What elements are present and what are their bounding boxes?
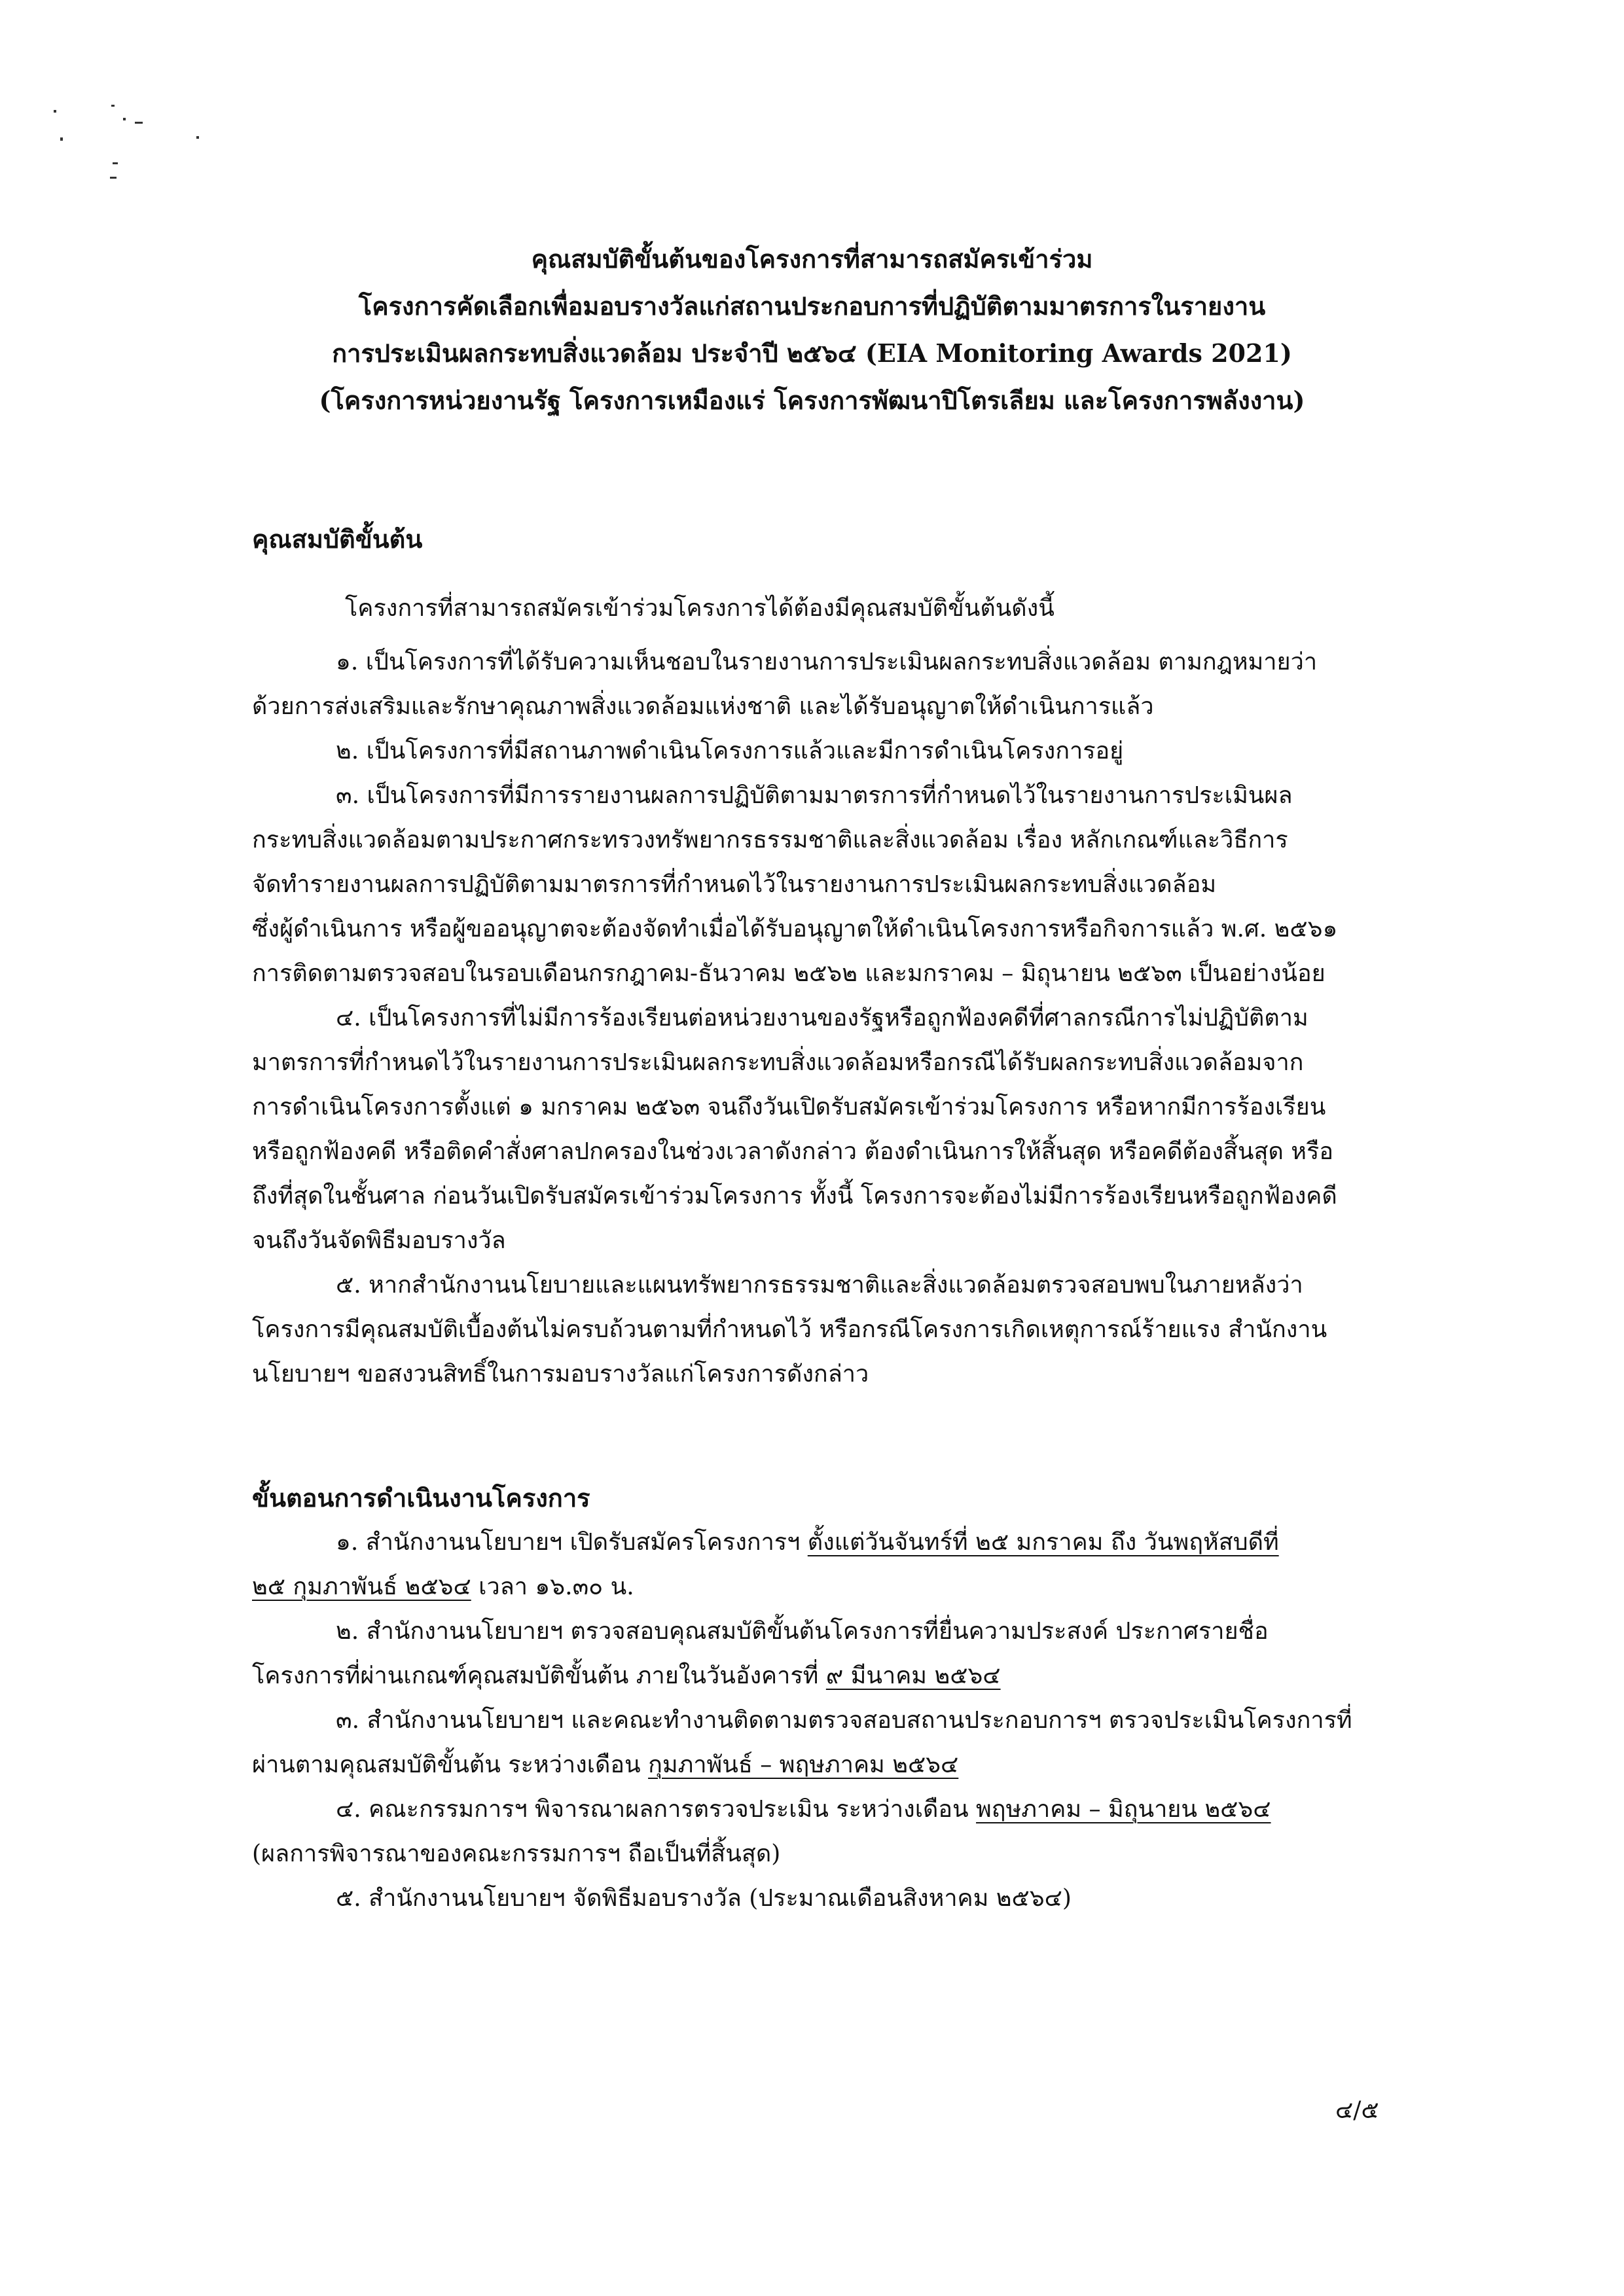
procedure-4-text: ๔. คณะกรรมการฯ พิจารณาผลการตรวจประเมิน ระหว่างเดือน xyxy=(336,1796,977,1823)
qualification-item-3 xyxy=(252,774,1388,996)
header-line-4: (โครงการหน่วยงานรัฐ โครงการเหมืองแร่ โครงการพัฒนาปิโตรเลียม และโครงการพลังงาน) xyxy=(319,386,1305,415)
qualification-1-line-1: ๑. เป็นโครงการที่ได้รับความเห็นชอบในรายงานการประเมินผลกระทบสิ่งแวดล้อม ตามกฎหมายว่า xyxy=(336,649,1318,675)
qualification-item-5 xyxy=(252,1263,1388,1397)
qualification-3-line-3: จัดทำรายงานผลการปฏิบัติตามมาตรการที่กำหนดไว้ในรายงานการประเมินผลกระทบสิ่งแวดล้อม xyxy=(252,871,1217,898)
qualification-3-line-4: ซึ่งผู้ดำเนินการ หรือผู้ขออนุญาตจะต้องจัดทำเมื่อได้รับอนุญาตให้ดำเนินโครงการหรือกิจการแล้ว พ.ศ. ๒๕๖๑ xyxy=(252,916,1338,942)
procedure-item-2 xyxy=(252,1609,1388,1698)
page-number: ๔/๕ xyxy=(1335,2097,1379,2124)
qualification-item-2 xyxy=(252,729,1388,774)
qualification-4-line-4: หรือถูกฟ้องคดี หรือติดคำสั่งศาลปกครองในช่วงเวลาดังกล่าว ต้องดำเนินการให้สิ้นสุด หรือคดีต้องสิ้นสุด หรือ xyxy=(252,1138,1333,1165)
qualification-item-1 xyxy=(252,640,1388,729)
qualification-4-line-3: การดำเนินโครงการตั้งแต่ ๑ มกราคม ๒๕๖๓ จนถึงวันเปิดรับสมัครเข้าร่วมโครงการ หรือหากมีการร้องเรียน xyxy=(252,1094,1326,1121)
qualification-3-line-5: การติดตามตรวจสอบในรอบเดือนกรกฎาคม-ธันวาคม ๒๕๖๒ และมกราคม – มิถุนายน ๒๕๖๓ เป็นอย่างน้อย xyxy=(252,960,1326,987)
header-line-1: คุณสมบัติขั้นต้นของโครงการที่สามารถสมัครเข้าร่วม xyxy=(531,244,1093,274)
qualification-1-line-2: ด้วยการส่งเสริมและรักษาคุณภาพสิ่งแวดล้อมแห่งชาติ และได้รับอนุญาตให้ดำเนินการแล้ว xyxy=(252,693,1154,720)
procedure-1-line-2 xyxy=(252,1565,1388,1609)
procedure-3-text: ผ่านตามคุณสมบัติขั้นต้น ระหว่างเดือน xyxy=(252,1751,649,1778)
procedure-3-line-1: ๓. สำนักงานนโยบายฯ และคณะทำงานติดตามตรวจสอบสถานประกอบการฯ ตรวจประเมินโครงการที่ xyxy=(336,1707,1352,1734)
procedure-item-4 xyxy=(252,1787,1388,1876)
qualification-item-4 xyxy=(252,996,1388,1263)
qualifications-heading: คุณสมบัติขั้นต้น xyxy=(252,524,423,554)
qualifications-section xyxy=(252,517,1388,1397)
procedure-1-line-1 xyxy=(252,1520,1388,1565)
qualification-3-line-2: กระทบสิ่งแวดล้อมตามประกาศกระทรวงทรัพยากรธรรมชาติและสิ่งแวดล้อม เรื่อง หลักเกณฑ์และวิธีการ xyxy=(252,827,1288,853)
qualification-5-line-2: โครงการมีคุณสมบัติเบื้องต้นไม่ครบถ้วนตามที่กำหนดไว้ หรือกรณีโครงการเกิดเหตุการณ์ร้ายแรง สำนักงาน xyxy=(252,1316,1327,1343)
procedure-item-1 xyxy=(252,1520,1388,1609)
procedure-1-date-start: ตั้งแต่วันจันทร์ที่ ๒๕ มกราคม ถึง วันพฤหัสบดีที่ xyxy=(807,1529,1279,1556)
procedure-3-line-2 xyxy=(252,1743,1388,1787)
qualifications-intro: โครงการที่สามารถสมัครเข้าร่วมโครงการได้ต้องมีคุณสมบัติขั้นต้นดังนี้ xyxy=(345,595,1055,622)
procedure-2-line-2 xyxy=(252,1654,1388,1698)
procedure-4-date: พฤษภาคม – มิถุนายน ๒๕๖๔ xyxy=(976,1796,1271,1823)
procedure-2-line-1: ๒. สำนักงานนโยบายฯ ตรวจสอบคุณสมบัติขั้นต้นโครงการที่ยื่นความประสงค์ ประกาศรายชื่อ xyxy=(336,1618,1269,1645)
qualification-4-line-5: ถึงที่สุดในชั้นศาล ก่อนวันเปิดรับสมัครเข้าร่วมโครงการ ทั้งนี้ โครงการจะต้องไม่มีการร้องเรียนหรือถูกฟ้องคดี xyxy=(252,1183,1337,1210)
procedure-item-3 xyxy=(252,1698,1388,1787)
procedure-4-line-2: (ผลการพิจารณาของคณะกรรมการฯ ถือเป็นที่สิ้นสุด) xyxy=(252,1840,781,1867)
qualification-4-line-2: มาตรการที่กำหนดไว้ในรายงานการประเมินผลกระทบสิ่งแวดล้อมหรือกรณีได้รับผลกระทบสิ่งแวดล้อมจาก xyxy=(252,1049,1304,1076)
header-line-2: โครงการคัดเลือกเพื่อมอบรางวัลแก่สถานประกอบการที่ปฏิบัติตามมาตรการในรายงาน xyxy=(358,291,1266,321)
document-header xyxy=(249,236,1375,424)
qualification-4-line-6: จนถึงวันจัดพิธีมอบรางวัล xyxy=(252,1227,506,1254)
procedure-1-time: เวลา ๑๖.๓๐ น. xyxy=(471,1573,634,1600)
qualification-3-line-1: ๓. เป็นโครงการที่มีการรายงานผลการปฏิบัติตามมาตรการที่กำหนดไว้ในรายงานการประเมินผล xyxy=(336,782,1293,809)
procedures-heading: ขั้นตอนการดำเนินงานโครงการ xyxy=(252,1483,590,1513)
qualification-4-line-1: ๔. เป็นโครงการที่ไม่มีการร้องเรียนต่อหน่วยงานของรัฐหรือถูกฟ้องคดีที่ศาลกรณีการไม่ปฏิบัติตาม xyxy=(336,1005,1308,1031)
procedure-2-date: ๙ มีนาคม ๒๕๖๔ xyxy=(825,1662,1001,1689)
qualification-5-line-3: นโยบายฯ ขอสงวนสิทธิ์ในการมอบรางวัลแก่โครงการดังกล่าว xyxy=(252,1361,869,1388)
qualification-5-line-1: ๕. หากสำนักงานนโยบายและแผนทรัพยากรธรรมชาติและสิ่งแวดล้อมตรวจสอบพบในภายหลังว่า xyxy=(336,1272,1303,1299)
procedure-3-date: กุมภาพันธ์ – พฤษภาคม ๒๕๖๔ xyxy=(648,1751,959,1778)
procedure-5-line-1: ๕. สำนักงานนโยบายฯ จัดพิธีมอบรางวัล (ประมาณเดือนสิงหาคม ๒๕๖๔) xyxy=(336,1885,1072,1912)
procedure-1-date-end: ๒๕ กุมภาพันธ์ ๒๕๖๔ xyxy=(252,1573,471,1600)
procedure-item-5 xyxy=(252,1876,1388,1921)
procedures-section xyxy=(252,1476,1388,1921)
qualification-2-line-1: ๒. เป็นโครงการที่มีสถานภาพดำเนินโครงการแล้วและมีการดำเนินโครงการอยู่ xyxy=(336,738,1124,764)
procedure-2-text: โครงการที่ผ่านเกณฑ์คุณสมบัติขั้นต้น ภายในวันอังคารที่ xyxy=(252,1662,826,1689)
procedure-1-text: ๑. สำนักงานนโยบายฯ เปิดรับสมัครโครงการฯ xyxy=(336,1529,808,1556)
header-line-3: การประเมินผลกระทบสิ่งแวดล้อม ประจำปี ๒๕๖๔ (EIA Monitoring Awards 2021) xyxy=(332,338,1292,368)
procedure-4-line-1 xyxy=(252,1787,1388,1832)
